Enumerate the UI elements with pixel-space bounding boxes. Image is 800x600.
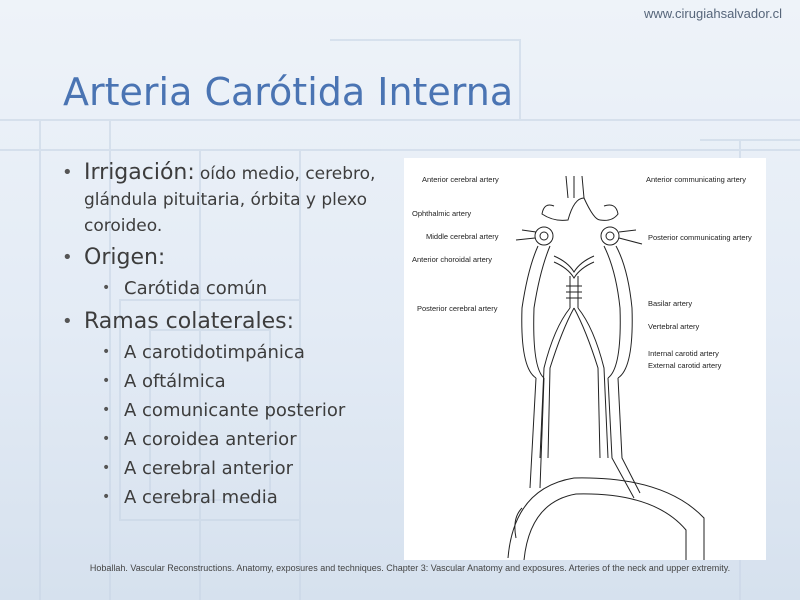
sub-bullet [84,425,400,454]
sub-bullet-text: A carotidotimpánica [124,342,305,363]
bullet-heading: Irrigación: [84,160,195,185]
sub-bullet-text: Carótida común [124,278,268,299]
bullet-origen [60,245,400,303]
label-vertebral-artery: Vertebral artery [648,322,700,331]
bullet-dot: • [62,162,73,183]
label-anterior-choroidal-artery: Anterior choroidal artery [412,255,493,264]
sub-bullet [84,274,400,303]
bullet-dot: • [102,402,111,418]
bullet-dot: • [102,460,111,476]
bullet-dot: • [102,489,111,505]
sub-bullet-list [84,274,400,303]
sub-bullet-text: A comunicante posterior [124,400,346,421]
bullet-dot: • [102,280,111,296]
label-anterior-communicating-artery: Anterior communicating artery [646,175,747,184]
bullet-ramas [60,309,400,512]
arterial-diagram [404,158,766,560]
carotid-anatomy-figure [404,158,766,560]
bullet-dot: • [102,373,111,389]
bullet-dot: • [102,344,111,360]
sub-bullet [84,338,400,367]
label-posterior-communicating-artery: Posterior communicating artery [648,233,752,242]
bullet-detail: oído medio, cerebro, glándula pituitaria, órbita y plexo coroideo. [84,164,376,236]
label-anterior-cerebral-artery: Anterior cerebral artery [422,175,499,184]
label-basilar-artery: Basilar artery [648,299,693,308]
site-url[interactable]: www.cirugiahsalvador.cl [643,6,782,21]
sub-bullet [84,483,400,512]
sub-bullet [84,454,400,483]
sub-bullet-text: A cerebral media [124,487,278,508]
sub-bullet-text: A coroidea anterior [124,429,297,450]
label-middle-cerebral-artery: Middle cerebral artery [426,232,499,241]
bullet-heading: Origen: [84,245,166,270]
sub-bullet-text: A oftálmica [124,371,226,392]
bullet-dot: • [62,311,73,332]
bullet-dot: • [62,247,73,268]
sub-bullet [84,396,400,425]
label-posterior-cerebral-artery: Posterior cerebral artery [417,304,498,313]
slide-title: Arteria Carótida Interna [63,70,514,114]
sub-bullet-list [84,338,400,512]
citation-footnote: Hoballah. Vascular Reconstructions. Anatomy, exposures and techniques. Chapter 3: Vascular Anatomy and exposures. Arteries of the neck and upper extremity. [89,563,731,573]
bullet-heading: Ramas colaterales: [84,309,295,334]
bullet-list [60,160,400,518]
sub-bullet-text: A cerebral anterior [124,458,294,479]
bullet-irrigacion [60,160,400,239]
label-ophthalmic-artery: Ophthalmic artery [412,209,472,218]
label-internal-carotid-artery: Internal carotid artery [648,349,719,358]
label-external-carotid-artery: External carotid artery [648,361,722,370]
sub-bullet [84,367,400,396]
bullet-dot: • [102,431,111,447]
